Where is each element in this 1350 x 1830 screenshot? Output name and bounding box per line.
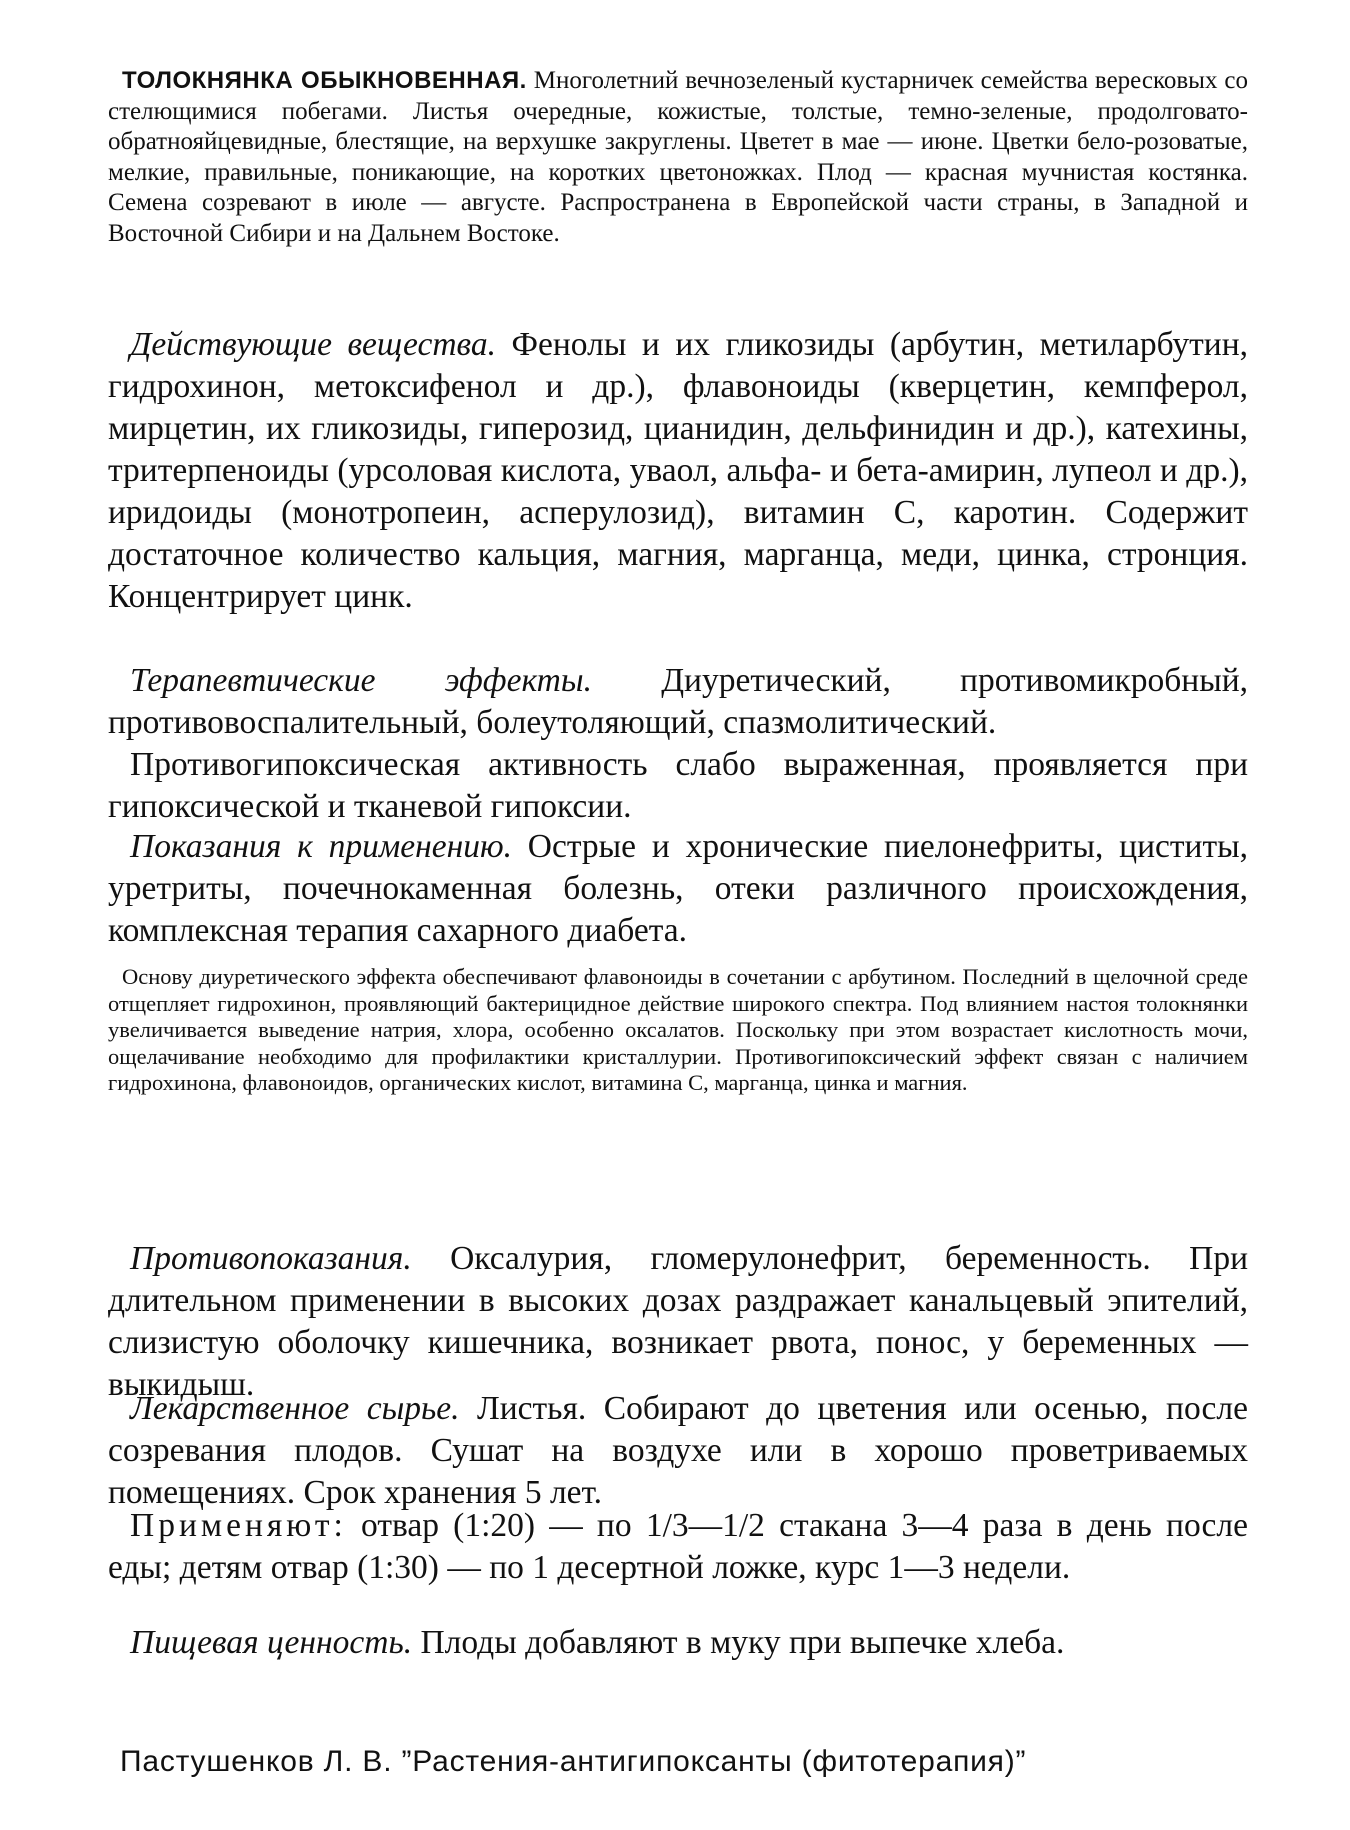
usage-term: Применяют: — [130, 1507, 347, 1544]
therapeutic-effects-section — [108, 660, 1248, 744]
nutritional-value-term: Пищевая ценность. — [130, 1624, 413, 1661]
indications-section — [108, 826, 1248, 952]
indications-text: Острые и хронические пиелонефриты, циститы, уретриты, почечнокаменная болезнь, отеки различного происхождения, комплексная терапия сахарного диабета. — [108, 828, 1248, 949]
therapeutic-effects-text: Диуретический, противомикробный, противовоспалительный, болеутоляющий, спазмолитический. — [108, 662, 1248, 741]
active-substances-term: Действующие вещества. — [130, 326, 496, 363]
contraindications-text: Оксалурия, гломерулонефрит, беременность. При длительном применении в высоких дозах раздражает канальцевый эпителий, слизистую оболочку кишечника, возникает рвота, понос, у беременных — выкидыш. — [108, 1240, 1248, 1403]
active-substances-section — [108, 324, 1248, 618]
plant-name-heading: ТОЛОКНЯНКА ОБЫКНОВЕННАЯ. — [122, 67, 527, 94]
source-citation: Пастушенков Л. В. ”Растения-антигипоксанты (фитотерапия)” — [120, 1745, 1027, 1778]
raw-material-text: Листья. Собирают до цветения или осенью, после созревания плодов. Сушат на воздухе или в хорошо проветриваемых помещениях. Срок хранения 5 лет. — [108, 1390, 1248, 1511]
antihypoxic-activity-text: Противогипоксическая активность слабо выраженная, проявляется при гипоксической и тканевой гипоксии. — [108, 746, 1248, 825]
plant-description — [108, 66, 1248, 249]
raw-material-term: Лекарственное сырье. — [130, 1390, 460, 1427]
mechanism-note-text: Основу диуретического эффекта обеспечивают флавоноиды в сочетании с арбутином. Последний в щелочной среде отщепляет гидрохинон, проявляющий бактерицидное действие широкого спектра. Под влиянием настоя толокнянки увеличивается выведение натрия, хлора, особенно оксалатов. Поскольку при этом возрастает кислотность мочи, ощелачивание необходимо для профилактики кристаллурии. Противогипоксический эффект связан с наличием гидрохинона, флавоноидов, органических кислот, витамина С, марганца, цинка и магния. — [108, 964, 1248, 1095]
raw-material-section — [108, 1388, 1248, 1514]
plant-description-text: Многолетний вечнозеленый кустарничек семейства вересковых со стелющимися побегами. Листья очередные, кожистые, толстые, темно-зеленые, продолговато-обратнояйцевидные, блестящие, на верхушке закруглены. Цветет в мае — июне. Цветки бело-розоватые, мелкие, правильные, поникающие, на коротких цветоножках. Плод — красная мучнистая костянка. Семена созревают в июле — августе. Распространена в Европейской части страны, в Западной и Восточной Сибири и на Дальнем Востоке. — [108, 67, 1249, 247]
usage-text: отвар (1:20) — по 1/3—1/2 стакана 3—4 раза в день после еды; детям отвар (1:30) — по 1 десертной ложке, курс 1—3 недели. — [108, 1507, 1248, 1586]
nutritional-value-section — [108, 1622, 1248, 1664]
mechanism-note — [108, 964, 1248, 1097]
usage-section — [108, 1505, 1248, 1589]
contraindications-term: Противопоказания. — [130, 1240, 412, 1277]
therapeutic-effects-term: Терапевтические эффекты. — [130, 662, 592, 699]
indications-term: Показания к применению. — [130, 828, 512, 865]
contraindications-section — [108, 1238, 1248, 1406]
active-substances-text: Фенолы и их гликозиды (арбутин, метиларбутин, гидрохинон, метоксифенол и др.), флавоноиды (кверцетин, кемпферол, мирцетин, их гликозиды, гиперозид, цианидин, дельфинидин и др.), катехины, тритерпеноиды (урсоловая кислота, уваол, альфа- и бета-амирин, лупеол и др.), иридоиды (монотропеин, асперулозид), витамин С, каротин. Содержит достаточное количество кальция, магния, марганца, меди, цинка, стронция. Концентрирует цинк. — [108, 326, 1248, 615]
antihypoxic-activity-paragraph — [108, 744, 1248, 828]
nutritional-value-text: Плоды добавляют в муку при выпечке хлеба. — [420, 1624, 1065, 1661]
